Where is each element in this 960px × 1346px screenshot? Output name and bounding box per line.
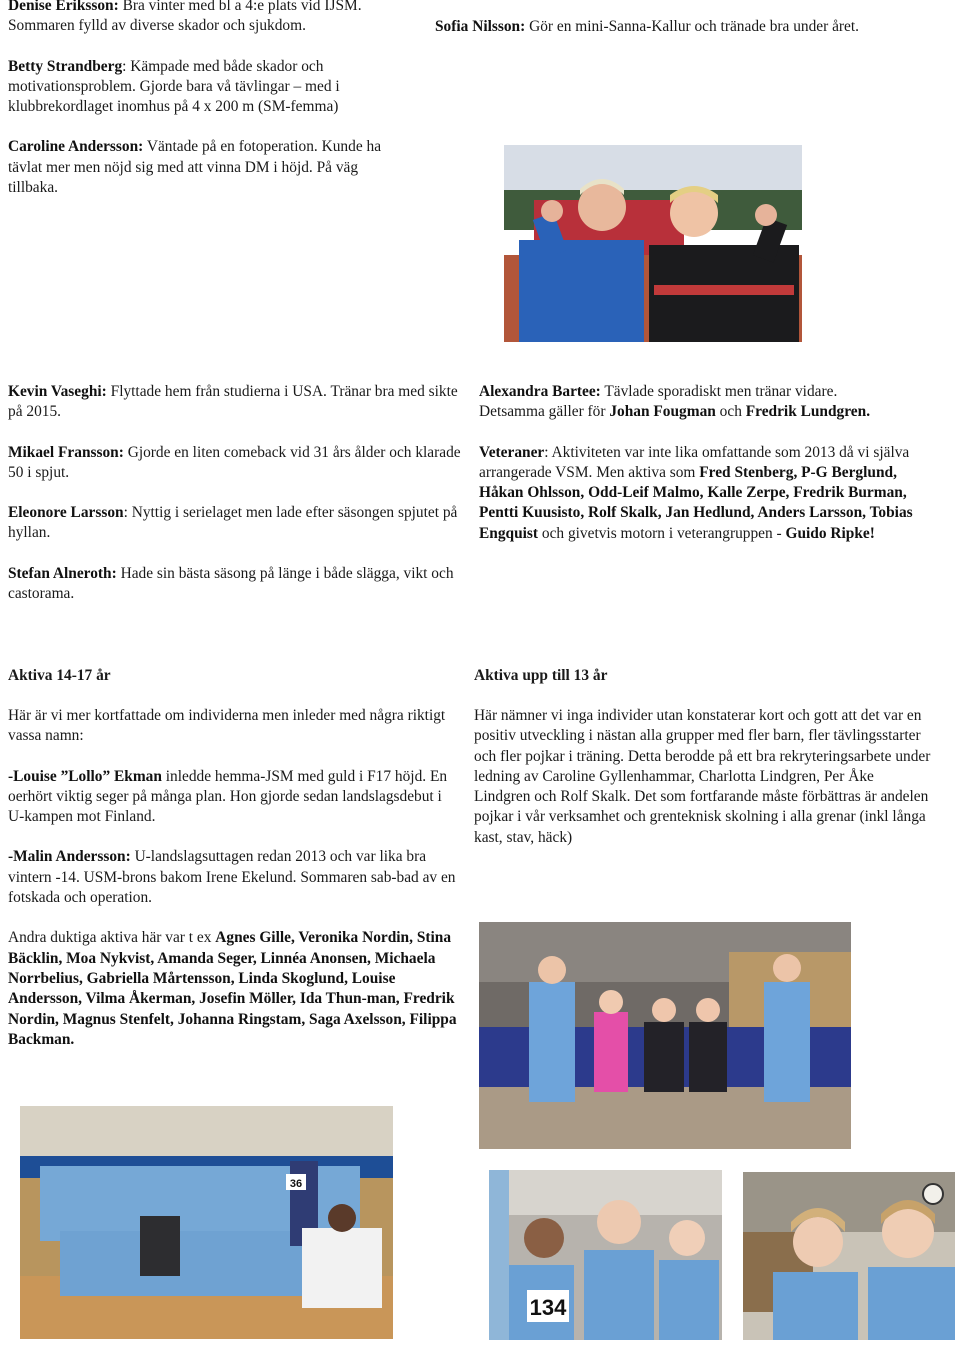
kids-gym-photo	[479, 922, 851, 1149]
aktiva-14-17-heading: Aktiva 14-17 år	[8, 667, 111, 684]
top-left-text	[8, 0, 408, 198]
entry-stefan: Stefan Alneroth: Hade sin bästa säsong på länge i både slägga, vikt och castorama.	[8, 564, 454, 603]
entry-caroline: Caroline Andersson: Väntade på en fotoperation. Kunde ha tävlat mer men nöjd sig med att vinna DM i höjd. På väg tillbaka.	[8, 138, 382, 197]
bib-number-36: 36	[289, 1178, 303, 1190]
entry-kevin: Kevin Vaseghi: Flyttade hem från studierna i USA. Tränar bra med sikte på 2015.	[8, 383, 458, 421]
bib-number-134: 134	[529, 1295, 567, 1320]
aktiva-13-text: Här nämner vi inga individer utan konstaterar kort och gott att det var en positiv utveckling i nästan alla grupper med fler barn, fler tävlingsstarter och fler pojkar i träning. Detta berodde på ett bra rekryteringsarbete under ledning av Caroline Gyllenhammar, Charlotta Lindgren, Per Åke Lindgren och Rolf Skalk. Det som fortfarande måste förbättras är andelen pojkar i vår verksamhet och grenteknisk skolning i alla grenar (inkl långa kast, stav, häck)	[474, 707, 931, 846]
top-right-text	[435, 17, 865, 37]
aktiva-14-17-intro: Här är vi mer kortfattade om individerna men inleder med några riktigt vassa namn:	[8, 707, 446, 745]
aktiva-14-17-section	[8, 666, 458, 1050]
entry-betty: Betty Strandberg: Kämpade med både skador och motivationsproblem. Gjorde bara vå tävlingar – med i klubbrekordlaget inomhus på 4 x 200 m (SM-femma)	[8, 57, 340, 116]
entry-sofia: Sofia Nilsson: Gör en mini-Sanna-Kallur och tränade bra under året.	[435, 18, 859, 35]
entry-denise: Denise Eriksson: Bra vinter med bl a 4:e plats vid IJSM. Sommaren fylld av diverse skador och sjukdom.	[8, 0, 362, 35]
three-girls-photo	[489, 1170, 722, 1340]
entry-eleonore: Eleonore Larsson: Nyttig i serielaget men lade efter säsongen spjutet på hyllan.	[8, 504, 458, 542]
group-photo	[20, 1106, 393, 1339]
two-girls-photo	[743, 1172, 955, 1340]
aktiva-13-section	[474, 666, 932, 848]
entry-others: Andra duktiga aktiva här var t ex Agnes Gille, Veronika Nordin, Stina Bäcklin, Moa Nykvist, Amanda Seger, Linnéa Anonsen, Michaela Norrbelius, Gabriella Mårtensson, Linda Skoglund, Louise Andersson, Vilma Åkerman, Josefin Möller, Ida Thun-man, Fredrik Nordin, Magnus Stenfelt, Johanna Ringstam, Saga Axelsson, Filippa Backman.	[8, 929, 457, 1048]
coaches-photo	[504, 145, 802, 342]
entry-malin: -Malin Andersson: U-landslagsuttagen redan 2013 och var lika bra vintern -14. USM-brons bakom Irene Ekelund. Sommaren sab-bad av en fotskada och operation.	[8, 848, 456, 907]
entry-veteraner: Veteraner: Aktiviteten var inte lika omfattande som 2013 då vi själva arrangerade VSM. Men aktiva som Fred Stenberg, P-G Berglund, Håkan Ohlsson, Odd-Leif Malmo, Kalle Zerpe, Fredrik Burman, Pentti Kuusisto, Rolf Skalk, Jan Hedlund, Anders Larsson, Tobias Engquist och givetvis motorn i veterangruppen - Guido Ripke!	[479, 443, 913, 542]
entry-louise: -Louise ”Lollo” Ekman inledde hemma-JSM med guld i F17 höjd. En oerhört viktig seger på många plan. Hon gjorde sedan landslagsdebut i U-kampen mot Finland.	[8, 767, 448, 826]
aktiva-13-heading: Aktiva upp till 13 år	[474, 667, 608, 684]
mid-left-text	[8, 382, 470, 604]
entry-mikael: Mikael Fransson: Gjorde en liten comeback vid 31 års ålder och klarade 50 i spjut.	[8, 443, 461, 481]
entry-alexandra: Alexandra Bartee: Tävlade sporadiskt men tränar vidare. Detsamma gäller för Johan Fougman och Fredrik Lundgren.	[479, 383, 871, 421]
mid-right-text	[479, 382, 929, 544]
